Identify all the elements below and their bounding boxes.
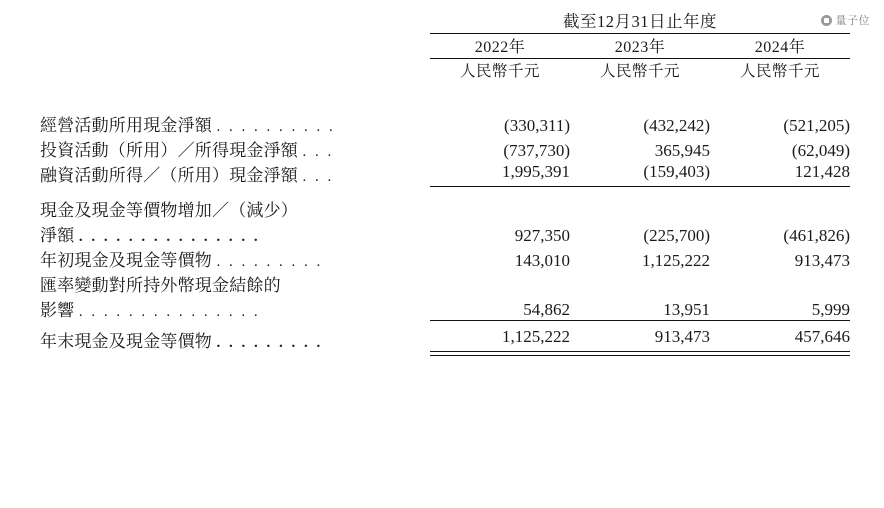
table-row (40, 246, 850, 271)
row-value-2023 (570, 271, 710, 296)
row-value-2022: 1,125,222 (430, 321, 570, 352)
table-row (40, 161, 850, 186)
total-double-rule (40, 352, 850, 356)
row-value-2023: 1,125,222 (642, 250, 710, 270)
row-value-2022 (430, 271, 570, 296)
table-spacer (40, 81, 850, 111)
table-row (40, 271, 850, 296)
row-label: 融資活動所得／（所用）現金淨額 (40, 166, 298, 185)
row-value-2023 (570, 196, 710, 221)
row-value-2024: 5,999 (811, 300, 850, 319)
column-unit-2022: 人民幣千元 (459, 63, 540, 80)
table-row-total (40, 321, 850, 352)
watermark-label: 量子位 (835, 15, 870, 27)
column-unit-2024: 人民幣千元 (739, 63, 820, 80)
row-value-2022: (737,730) (503, 141, 570, 160)
leader-dots: . . . . . . . . . . . . . . . (78, 303, 261, 320)
leader-dots: . . . . . . . . . . . . . . . (78, 228, 261, 245)
row-label: 年初現金及現金等價物 (40, 250, 212, 270)
row-value-2023: 365,945 (654, 141, 710, 160)
table-unit-row (40, 59, 850, 82)
row-value-2024 (710, 271, 850, 296)
table-row (40, 196, 850, 221)
column-header-year-2023: 2023年 (614, 39, 666, 56)
row-label: 淨額 (40, 225, 75, 245)
row-value-2023: (432,242) (643, 116, 710, 135)
header-period-label: 截至12月31日止年度 (563, 12, 717, 31)
row-value-2023: 913,473 (570, 321, 710, 352)
row-label: 年末現金及現金等價物 (40, 331, 212, 351)
row-value-2023: (159,403) (570, 161, 710, 186)
rule-gap (40, 186, 850, 196)
table-row (40, 296, 850, 321)
leader-dots: . . . (302, 169, 334, 185)
row-value-2024: (62,049) (791, 141, 850, 160)
row-value-2022: 927,350 (514, 225, 570, 245)
cash-flow-table (40, 8, 850, 356)
row-value-2023: 13,951 (663, 300, 710, 319)
row-value-2024: (461,826) (783, 225, 850, 245)
row-value-2024: 121,428 (710, 161, 850, 186)
row-value-2022: 1,995,391 (430, 161, 570, 186)
row-value-2022: 143,010 (514, 250, 570, 270)
table-row (40, 136, 850, 161)
row-value-2022 (430, 196, 570, 221)
table-year-row (40, 34, 850, 58)
row-value-2024: 913,473 (794, 250, 850, 270)
leader-dots: . . . (302, 144, 334, 160)
row-value-2024: (521,205) (783, 116, 850, 135)
row-value-2024 (710, 196, 850, 221)
row-value-2024: 457,646 (710, 321, 850, 352)
row-label: 經營活動所用現金淨額 (40, 116, 212, 135)
column-unit-2023: 人民幣千元 (599, 63, 680, 80)
row-value-2022: 54,862 (523, 300, 570, 319)
leader-dots: . . . . . . . . . . (216, 119, 336, 135)
row-label: 匯率變動對所持外幣現金結餘的 (40, 275, 281, 295)
row-value-2022: (330,311) (504, 116, 570, 135)
column-header-year-2022: 2022年 (474, 39, 526, 56)
column-header-year-2024: 2024年 (754, 39, 806, 56)
table-row (40, 111, 850, 136)
row-value-2023: (225,700) (643, 225, 710, 245)
row-label: 現金及現金等價物增加／（減少） (40, 200, 298, 220)
leader-dots: . . . . . . . . . (216, 334, 323, 351)
table-row (40, 221, 850, 246)
row-label: 影響 (40, 300, 75, 320)
row-label: 投資活動（所用）／所得現金淨額 (40, 141, 298, 160)
table-header-span-row (40, 8, 850, 32)
leader-dots: . . . . . . . . . (216, 253, 323, 270)
